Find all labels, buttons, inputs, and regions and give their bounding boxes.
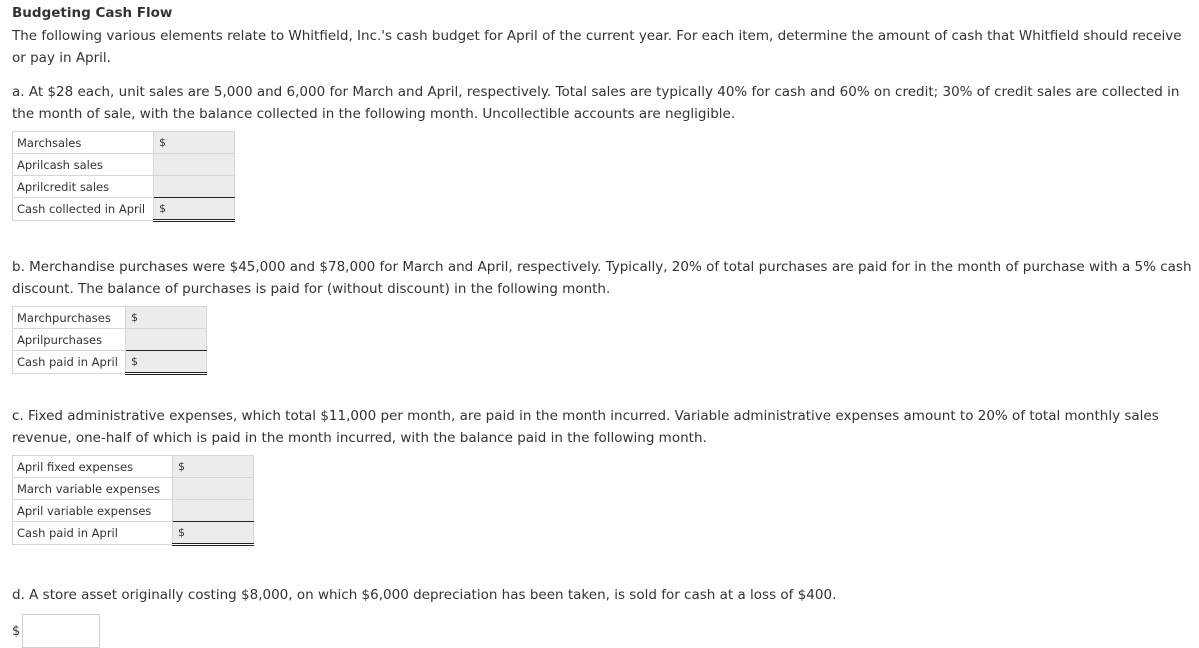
row-label: April fixed expenses — [13, 456, 173, 478]
table-row — [13, 307, 207, 329]
dollar-sign: $ — [131, 311, 138, 324]
row-label: March variable expenses — [13, 478, 173, 500]
answer-cell[interactable] — [126, 351, 207, 374]
table-row — [13, 478, 254, 500]
table-row — [13, 198, 235, 221]
row-label: Aprilcredit sales — [13, 176, 154, 198]
answer-cell[interactable] — [126, 329, 207, 351]
cash-paid-april-purchases-input[interactable] — [126, 351, 206, 372]
dollar-sign: $ — [178, 460, 185, 473]
dollar-sign: $ — [131, 355, 138, 368]
part-b-table — [12, 306, 207, 375]
answer-cell[interactable] — [154, 132, 235, 154]
answer-cell[interactable] — [154, 154, 235, 176]
dollar-sign: $ — [178, 526, 185, 539]
table-row — [13, 176, 235, 198]
problem-title: Budgeting Cash Flow — [12, 5, 173, 21]
answer-cell[interactable] — [154, 176, 235, 198]
cash-collected-april-input[interactable] — [154, 198, 234, 219]
march-purchases-input[interactable] — [126, 307, 206, 328]
answer-cell[interactable] — [154, 198, 235, 221]
answer-cell[interactable] — [173, 500, 254, 522]
table-row — [13, 329, 207, 351]
answer-cell[interactable] — [173, 522, 254, 545]
part-b-text: b. Merchandise purchases were $45,000 and $78,000 for March and April, respectively. Typically, 20% of total purchases are paid for in the month of purchase with a 5% cash discount. The balance of purchases is paid for (without discount) in the following month. — [12, 259, 1192, 297]
part-a-text: a. At $28 each, unit sales are 5,000 and 6,000 for March and April, respectively. Total sales are typically 40% for cash and 60% on credit; 30% of credit sales are collected in the month of sale, with the balance collected in the following month. Uncollectible accounts are negligible. — [12, 84, 1180, 122]
april-credit-sales-input[interactable] — [154, 176, 234, 197]
april-cash-sales-input[interactable] — [154, 154, 234, 175]
march-variable-expenses-input[interactable] — [173, 478, 253, 499]
table-row — [13, 522, 254, 545]
asset-sale-cash-input[interactable] — [22, 614, 100, 648]
table-row — [13, 132, 235, 154]
row-label: Marchpurchases — [13, 307, 126, 329]
dollar-sign: $ — [12, 623, 21, 639]
march-sales-input[interactable] — [154, 132, 234, 153]
april-variable-expenses-input[interactable] — [173, 500, 253, 521]
answer-cell[interactable] — [126, 307, 207, 329]
table-row — [13, 500, 254, 522]
part-c-table — [12, 455, 254, 546]
part-d-text: d. A store asset originally costing $8,000, on which $6,000 depreciation has been taken, is sold for cash at a loss of $400. — [12, 587, 837, 603]
table-row — [13, 456, 254, 478]
dollar-sign: $ — [159, 202, 166, 215]
part-d-answer — [12, 614, 1192, 648]
part-a-table — [12, 131, 235, 222]
april-fixed-expenses-input[interactable] — [173, 456, 253, 477]
row-label: Cash collected in April — [13, 198, 154, 221]
row-label: Marchsales — [13, 132, 154, 154]
april-purchases-input[interactable] — [126, 329, 206, 350]
dollar-sign: $ — [159, 136, 166, 149]
table-row — [13, 351, 207, 374]
answer-cell[interactable] — [173, 478, 254, 500]
problem-page — [12, 4, 1192, 648]
row-label: Aprilpurchases — [13, 329, 126, 351]
row-label: April variable expenses — [13, 500, 173, 522]
problem-intro: The following various elements relate to Whitfield, Inc.'s cash budget for April of the current year. For each item, determine the amount of cash that Whitfield should receive or pay in April. — [12, 28, 1182, 66]
part-c-text: c. Fixed administrative expenses, which total $11,000 per month, are paid in the month incurred. Variable administrative expenses amount to 20% of total monthly sales revenue, one-half of which is paid in the month incurred, with the balance paid in the following month. — [12, 408, 1159, 446]
row-label: Cash paid in April — [13, 351, 126, 374]
answer-cell[interactable] — [173, 456, 254, 478]
row-label: Aprilcash sales — [13, 154, 154, 176]
cash-paid-april-expenses-input[interactable] — [173, 522, 253, 543]
table-row — [13, 154, 235, 176]
row-label: Cash paid in April — [13, 522, 173, 545]
